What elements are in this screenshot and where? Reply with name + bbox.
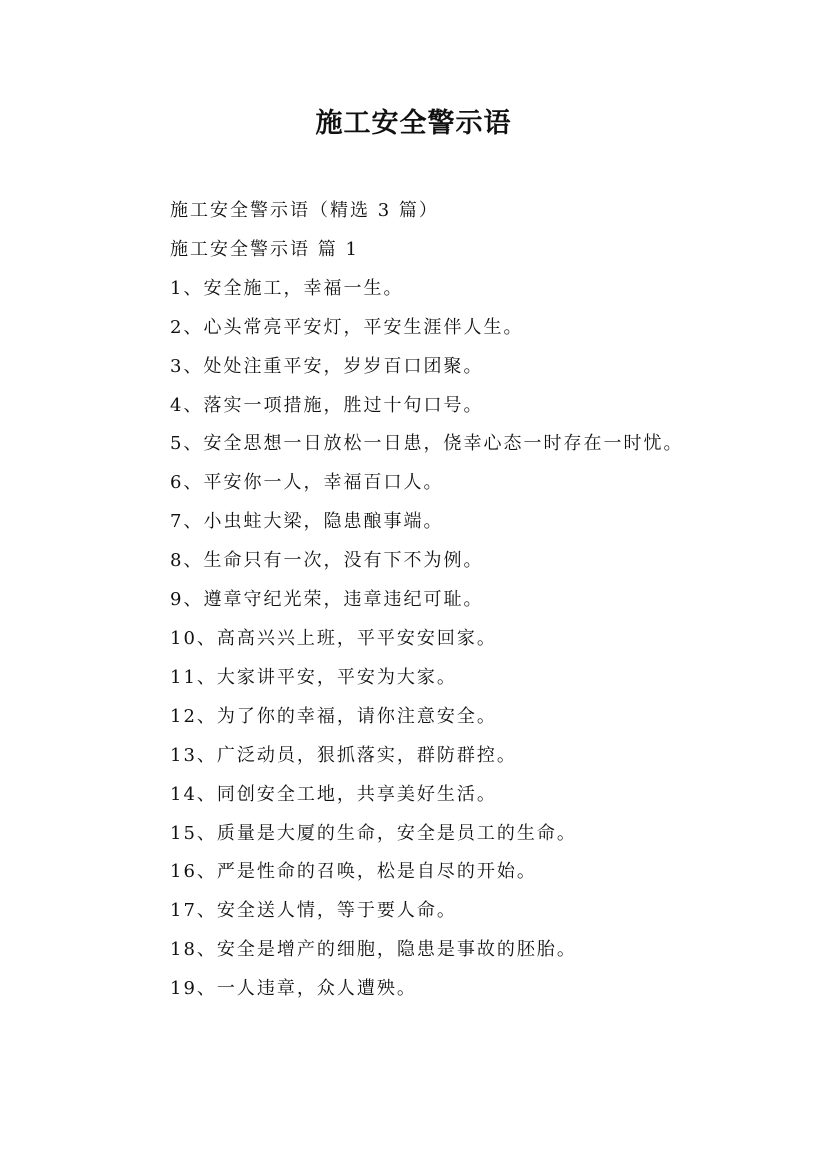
slogan-item: 13、广泛动员，狠抓落实，群防群控。 [170, 744, 517, 766]
slogan-item: 17、安全送人情，等于要人命。 [170, 900, 457, 922]
slogan-item: 11、大家讲平安，平安为大家。 [170, 666, 457, 688]
slogan-item: 6、平安你一人，幸福百口人。 [170, 472, 444, 494]
slogan-item: 14、同创安全工地，共享美好生活。 [170, 783, 497, 805]
document-body [115, 192, 710, 1009]
document-title: 施工安全警示语 [315, 108, 512, 139]
slogan-item: 3、处处注重平安，岁岁百口团聚。 [170, 355, 484, 377]
paragraph-subtitle: 施工安全警示语（精选 3 篇） [170, 200, 439, 221]
slogan-item: 12、为了你的幸福，请你注意安全。 [170, 705, 497, 727]
slogan-item: 9、遵章守纪光荣，违章违纪可耻。 [170, 589, 484, 611]
paragraph-section-heading: 施工安全警示语 篇 1 [170, 238, 359, 260]
slogan-item: 16、严是性命的召唤，松是自尽的开始。 [170, 861, 537, 883]
slogan-item: 7、小虫蛀大梁，隐患酿事端。 [170, 511, 444, 533]
slogan-item: 19、一人违章，众人遭殃。 [170, 978, 417, 1000]
slogan-item: 5、安全思想一日放松一日患，侥幸心态一时存在一时忧。 [170, 433, 684, 455]
slogan-item: 8、生命只有一次，没有下不为例。 [170, 550, 484, 572]
slogan-item: 10、高高兴兴上班，平平安安回家。 [170, 627, 497, 649]
slogan-item: 15、质量是大厦的生命，安全是员工的生命。 [170, 822, 577, 844]
slogan-item: 18、安全是增产的细胞，隐患是事故的胚胎。 [170, 939, 577, 961]
slogan-item: 2、心头常亮平安灯，平安生涯伴人生。 [170, 316, 524, 338]
slogan-item: 4、落实一项措施，胜过十句口号。 [170, 394, 484, 416]
slogan-item: 1、安全施工，幸福一生。 [170, 277, 404, 299]
